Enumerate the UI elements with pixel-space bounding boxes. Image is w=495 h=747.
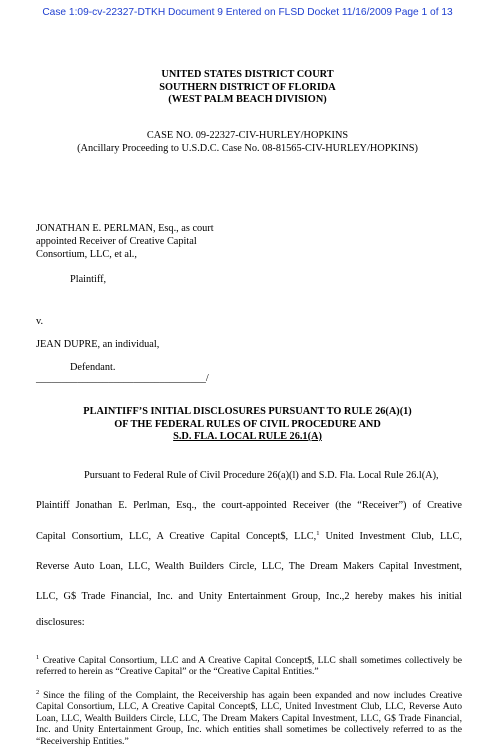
body-line-1: Pursuant to Federal Rule of Civil Procedure 26(a)(l) and S.D. Fla. Local Rule 26.l(A), [84, 470, 439, 481]
case-number-block [0, 130, 495, 155]
document-title [0, 406, 495, 444]
body-line-3 [36, 531, 462, 542]
body-line-3b: United Investment Club, LLC, [319, 531, 462, 542]
title-line-2: OF THE FEDERAL RULES OF CIVIL PROCEDURE AND [114, 418, 381, 430]
plaintiff-line-1: JONATHAN E. PERLMAN, Esq., as court [36, 223, 214, 234]
footnote-marker-2: 2 [36, 689, 40, 696]
plaintiff-role: Plaintiff, [70, 274, 107, 285]
body-line-4: Reverse Auto Loan, LLC, Wealth Builders Circle, LLC, The Dream Makers Capital Investment, [36, 561, 462, 572]
footnote-marker-1: 1 [36, 654, 40, 661]
body-line-3a: Capital Consortium, LLC, A Creative Capital Concept$, LLC, [36, 531, 317, 542]
body-line-5: LLC, G$ Trade Financial, Inc. and Unity Entertainment Group, Inc.,2 hereby makes his initial [36, 591, 462, 602]
court-caption [0, 69, 495, 107]
body-line-2: Plaintiff Jonathan E. Perlman, Esq., the court-appointed Receiver (the “Receiver”) of Creative [36, 500, 462, 511]
court-name: UNITED STATES DISTRICT COURT [161, 69, 334, 80]
signature-line: _________________________________/ [36, 373, 209, 384]
footnote-ref-1[interactable]: 1 [316, 530, 320, 537]
defendant-role: Defendant. [70, 362, 116, 373]
plaintiff-line-2: appointed Receiver of Creative Capital [36, 235, 197, 247]
title-line-1: PLAINTIFF’S INITIAL DISCLOSURES PURSUANT TO RULE 26(A)(1) [83, 406, 412, 417]
docket-header: Case 1:09-cv-22327-DTKH Document 9 Entered on FLSD Docket 11/16/2009 Page 1 of 13 [42, 7, 453, 18]
footnote-text-2: Since the filing of the Complaint, the Receivership has again been expanded and now includes Creative Capital Consortium, LLC, A Creative Capital Concept$, LLC, United Investment Club, LLC, Reverse Auto Loan, LLC, Wealth Builders Circle, LLC, The Dream Makers Capital Investment, LLC, G$ Trade Financial, Inc. and Unity Entertainment Group, Inc. which entities shall sometimes be collectively referred to as the “Receivership Entities.” [36, 690, 462, 747]
footnote-1 [36, 655, 462, 678]
versus: v. [36, 316, 44, 327]
plaintiff-line-3: Consortium, LLC, et al., [36, 248, 137, 260]
body-line-6: disclosures: [36, 617, 89, 628]
title-line-3: S.D. FLA. LOCAL RULE 26.1(A) [173, 431, 322, 442]
footnote-text-1: Creative Capital Consortium, LLC and A Creative Capital Concept$, LLC shall sometimes collectively be referred to herein as “Creative Capital” or the “Creative Capital Entities.” [36, 655, 462, 678]
court-division: (WEST PALM BEACH DIVISION) [168, 94, 327, 105]
plaintiff-block [36, 223, 214, 261]
ancillary-proceeding: (Ancillary Proceeding to U.S.D.C. Case No. 08-81565-CIV-HURLEY/HOPKINS) [77, 142, 418, 154]
footnote-2 [36, 690, 462, 747]
court-district: SOUTHERN DISTRICT OF FLORIDA [159, 81, 336, 93]
case-number: CASE NO. 09-22327-CIV-HURLEY/HOPKINS [146, 130, 349, 141]
defendant-name: JEAN DUPRE, an individual, [36, 339, 160, 350]
